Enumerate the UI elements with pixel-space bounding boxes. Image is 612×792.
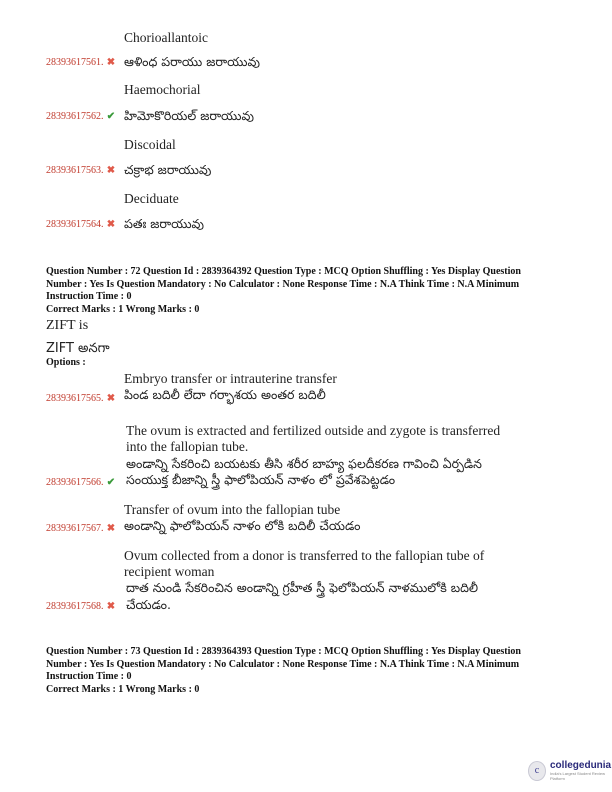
option-67-id: 28393617567. ✖	[46, 523, 116, 534]
check-mark-icon: ✔	[106, 111, 116, 122]
check-mark-icon: ✔	[106, 477, 116, 488]
option-62-en: Haemochorial	[124, 82, 201, 97]
option-66-te-line2: సంయుక్త బీజాన్ని స్త్రీ ఫాలోపియన్ నాళం లో ప్రవేశపెట్టడం	[126, 472, 396, 487]
question-72-text-te: ZIFT అనగా	[46, 341, 110, 356]
wrong-mark-icon: ✖	[106, 219, 116, 230]
option-67-en: Transfer of ovum into the fallopian tube	[124, 502, 341, 517]
option-62-id: 28393617562. ✔	[46, 111, 116, 122]
option-63-id: 28393617563. ✖	[46, 165, 116, 176]
wrong-mark-icon: ✖	[106, 57, 116, 68]
option-62-te: హిమోకొరియల్ జరాయువు	[124, 108, 254, 123]
option-67-te: అండాన్ని ఫాలోపియన్ నాళం లోకి బదిలీ చేయడం	[124, 518, 361, 533]
options-label: Options :	[46, 357, 86, 368]
option-61-id: 28393617561. ✖	[46, 57, 116, 68]
option-64-id: 28393617564. ✖	[46, 219, 116, 230]
logo-mascot-icon: c	[528, 761, 546, 781]
option-61-te: ఆళింధ పరాయు జరాయువు	[124, 54, 260, 69]
option-66-id: 28393617566. ✔	[46, 477, 116, 488]
question-73-meta: Question Number : 73 Question Id : 2839364393 Question Type : MCQ Option Shuffling : Yes Display Question Number : Yes Is Question Mandatory : No Calculator : None Response Time : N.A Think Time : N.A Minimum Instruction Time : 0	[46, 646, 521, 682]
question-72-marks: Correct Marks : 1 Wrong Marks : 0	[46, 304, 200, 315]
question-72-text-en: ZIFT is	[46, 318, 89, 333]
question-73-marks: Correct Marks : 1 Wrong Marks : 0	[46, 684, 200, 695]
option-68-en-line1: Ovum collected from a donor is transferred to the fallopian tube of	[124, 548, 485, 563]
option-68-te-line1: దాత నుండి సేకరించిన అండాన్ని గ్రహీత స్త్రీ ఫెలోపియన్ నాళములోకి బదిలీ	[126, 580, 479, 595]
logo-tagline: India's Largest Student Review Platform	[550, 771, 606, 781]
collegedunia-logo	[528, 760, 612, 781]
option-68-te-line2: చేయడం.	[126, 597, 171, 612]
logo-name: collegedunia	[550, 760, 612, 771]
option-64-te: పతః జరాయువు	[124, 216, 205, 231]
option-65-en: Embryo transfer or intrauterine transfer	[124, 371, 337, 386]
question-72-meta: Question Number : 72 Question Id : 2839364392 Question Type : MCQ Option Shuffling : Yes Display Question Number : Yes Is Question Mandatory : No Calculator : None Response Time : N.A Think Time : N.A Minimum Instruction Time : 0	[46, 266, 521, 302]
wrong-mark-icon: ✖	[106, 523, 116, 534]
option-66-te-line1: అండాన్ని సేకరించి బయటకు తీసి శరీర బాహ్య ఫలదీకరణ గావించి ఏర్పడిన	[126, 456, 482, 471]
option-65-te: పిండ బదిలీ లేదా గర్భాశయ అంతర బదిలీ	[124, 387, 326, 402]
option-61-en: Chorioallantoic	[124, 30, 208, 45]
wrong-mark-icon: ✖	[106, 601, 116, 612]
option-63-en: Discoidal	[124, 137, 176, 152]
wrong-mark-icon: ✖	[106, 165, 116, 176]
option-68-en-line2: recipient woman	[124, 564, 215, 579]
option-68-id: 28393617568. ✖	[46, 601, 116, 612]
option-63-te: చక్రాభ జరాయువు	[124, 162, 212, 177]
option-66-en-line1: The ovum is extracted and fertilized outside and zygote is transferred	[126, 423, 501, 438]
option-64-en: Deciduate	[124, 191, 179, 206]
option-65-id: 28393617565. ✖	[46, 393, 116, 404]
option-66-en-line2: into the fallopian tube.	[126, 439, 249, 454]
wrong-mark-icon: ✖	[106, 393, 116, 404]
